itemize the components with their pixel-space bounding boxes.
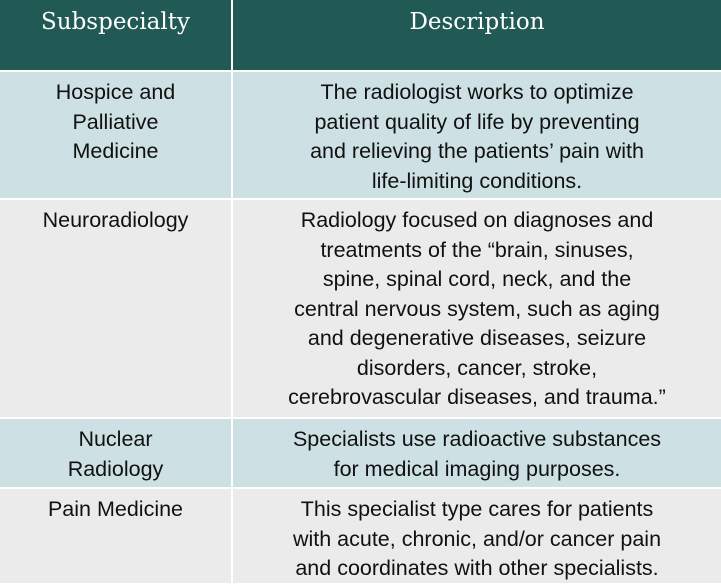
description-line: central nervous system, such as aging: [294, 296, 660, 321]
description-line: life-limiting conditions.: [371, 168, 583, 193]
description-line: patient quality of life by preventing: [314, 109, 640, 134]
description-line: and coordinates with other specialists.: [295, 556, 659, 580]
description-line: This specialist type cares for patients: [300, 497, 654, 521]
description-cell: [233, 419, 721, 487]
description-line: cerebrovascular diseases, and trauma.”: [288, 385, 666, 409]
subspecialty-line: Medicine: [72, 139, 159, 163]
description-cell: [233, 72, 721, 198]
description-line: Radiology focused on diagnoses and: [300, 208, 654, 232]
description-line: spine, spinal cord, neck, and the: [322, 267, 632, 291]
subspecialty-line: Nuclear: [78, 427, 153, 451]
subspecialty-line: Hospice and: [55, 80, 176, 104]
subspecialty-line: Radiology: [67, 456, 164, 481]
subspecialty-line: Palliative: [72, 109, 159, 134]
description-line: with acute, chronic, and/or cancer pain: [292, 526, 662, 551]
description-line: treatments of the “brain, sinuses,: [320, 237, 634, 262]
subspecialty-cell: [0, 489, 231, 583]
description-line: disorders, cancer, stroke,: [356, 355, 598, 380]
subspecialty-cell: [0, 419, 231, 487]
description-line: The radiologist works to optimize: [320, 80, 634, 104]
description-cell: [233, 489, 721, 583]
description-line: for medical imaging purposes.: [333, 456, 621, 481]
header-description: Description: [233, 0, 721, 70]
description-line: and degenerative diseases, seizure: [307, 326, 647, 350]
header-subspecialty: Subspecialty: [0, 0, 231, 70]
subspecialty-cell: [0, 200, 231, 417]
description-line: and relieving the patients’ pain with: [310, 139, 644, 163]
subspecialty-line: Neuroradiology: [42, 208, 189, 232]
description-cell: [233, 200, 721, 417]
description-line: Specialists use radioactive substances: [292, 427, 662, 451]
subspecialty-line: Pain Medicine: [47, 497, 184, 521]
subspecialty-cell: [0, 72, 231, 198]
